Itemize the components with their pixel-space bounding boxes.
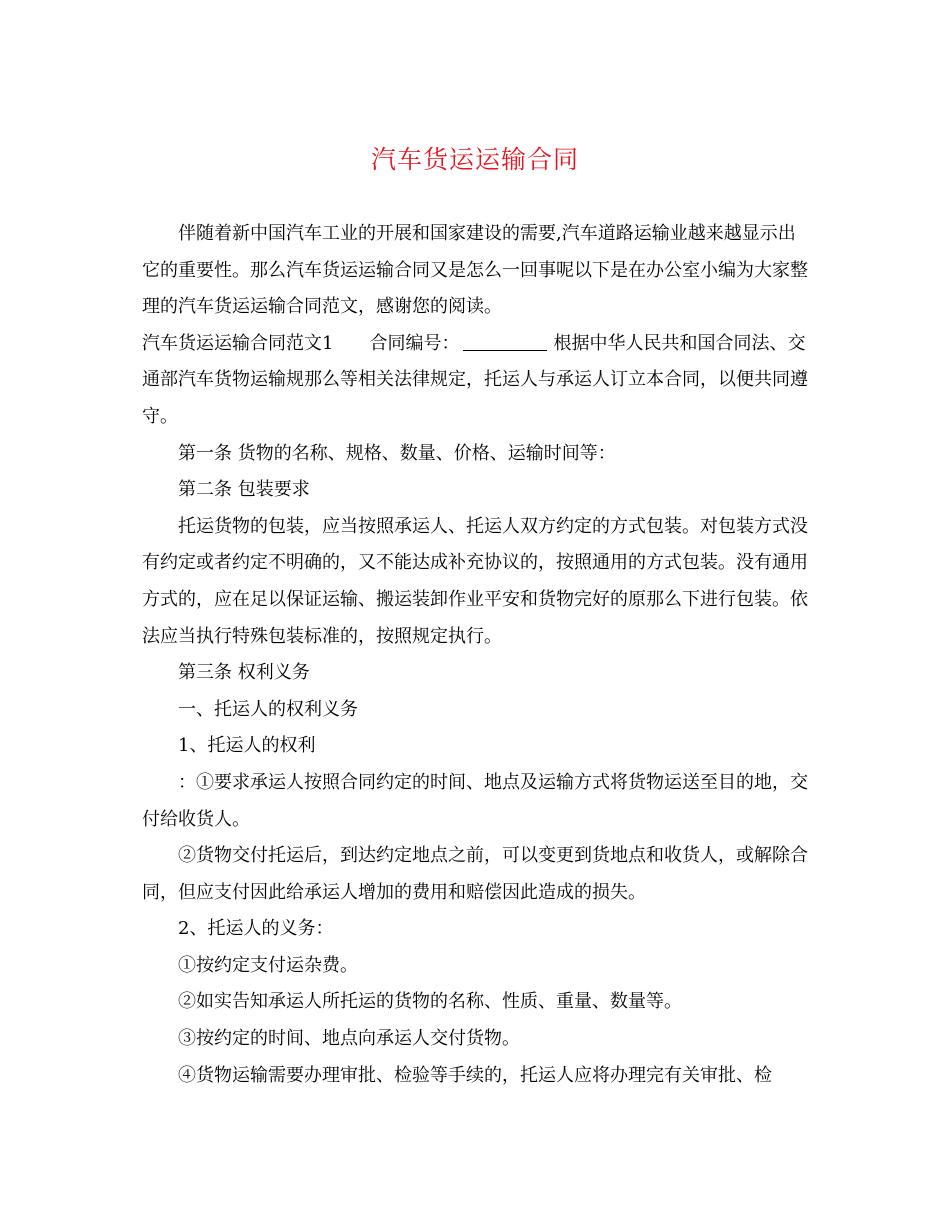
duty-1-item: ①按约定支付运杂费。 (178, 954, 358, 976)
document-title: 汽车货运运输合同 (370, 145, 579, 174)
subsection-2-heading: 2、托运人的义务： (178, 918, 334, 940)
article-2-heading: 第二条 包装要求 (178, 479, 310, 501)
contract-header-paragraph (142, 326, 810, 436)
right-2-paragraph: ②货物交付托运后，到达约定地点之前，可以变更到货地点和收货人，或解除合同，但应支付因此给承运人增加的费用和赔偿因此造成的损失。 (142, 845, 808, 903)
contract-no-label: 合同编号： (369, 332, 460, 354)
duty-2-item: ②如实告知承运人所托运的货物的名称、性质、重量、数量等。 (178, 991, 682, 1013)
sample-label: 汽车货运运输合同范文1 (142, 332, 334, 354)
contract-basis-text: 根据中华人民共和国合同法、交通部汽车货物运输规那么等相关法律规定，托运人与承运人订立本合同，以便共同遵守。 (142, 332, 808, 427)
intro-paragraph: 伴随着新中国汽车工业的开展和国家建设的需要,汽车道路运输业越来越显示出它的重要性。那么汽车货运运输合同又是怎么一回事呢以下是在办公室小编为大家整理的汽车货运运输合同范文，感谢您的阅读。 (142, 223, 808, 318)
article-1-heading: 第一条 货物的名称、规格、数量、价格、运输时间等： (178, 442, 616, 464)
packaging-paragraph: 托运货物的包装，应当按照承运人、托运人双方约定的方式包装。对包装方式没有约定或者约定不明确的，又不能达成补充协议的，按照通用的方式包装。没有通用方式的，应在足以保证运输、搬运装卸作业平安和货物完好的原那么下进行包装。依法应当执行特殊包装标准的，按照规定执行。 (142, 515, 808, 647)
duty-3-item: ③按约定的时间、地点向承运人交付货物。 (178, 1028, 520, 1050)
duty-4-item: ④货物运输需要办理审批、检验等手续的，托运人应将办理完有关审批、检 (178, 1064, 772, 1086)
document-body (142, 216, 810, 1094)
article-3-heading: 第三条 权利义务 (178, 662, 310, 684)
subsection-1-heading: 1、托运人的权利 (178, 735, 316, 757)
right-1-paragraph: ：①要求承运人按照合同约定的时间、地点及运输方式将货物运送至目的地，交付给收货人。 (142, 771, 808, 830)
contract-no-blank (463, 332, 547, 351)
section-1-heading: 一、托运人的权利义务 (178, 698, 358, 720)
